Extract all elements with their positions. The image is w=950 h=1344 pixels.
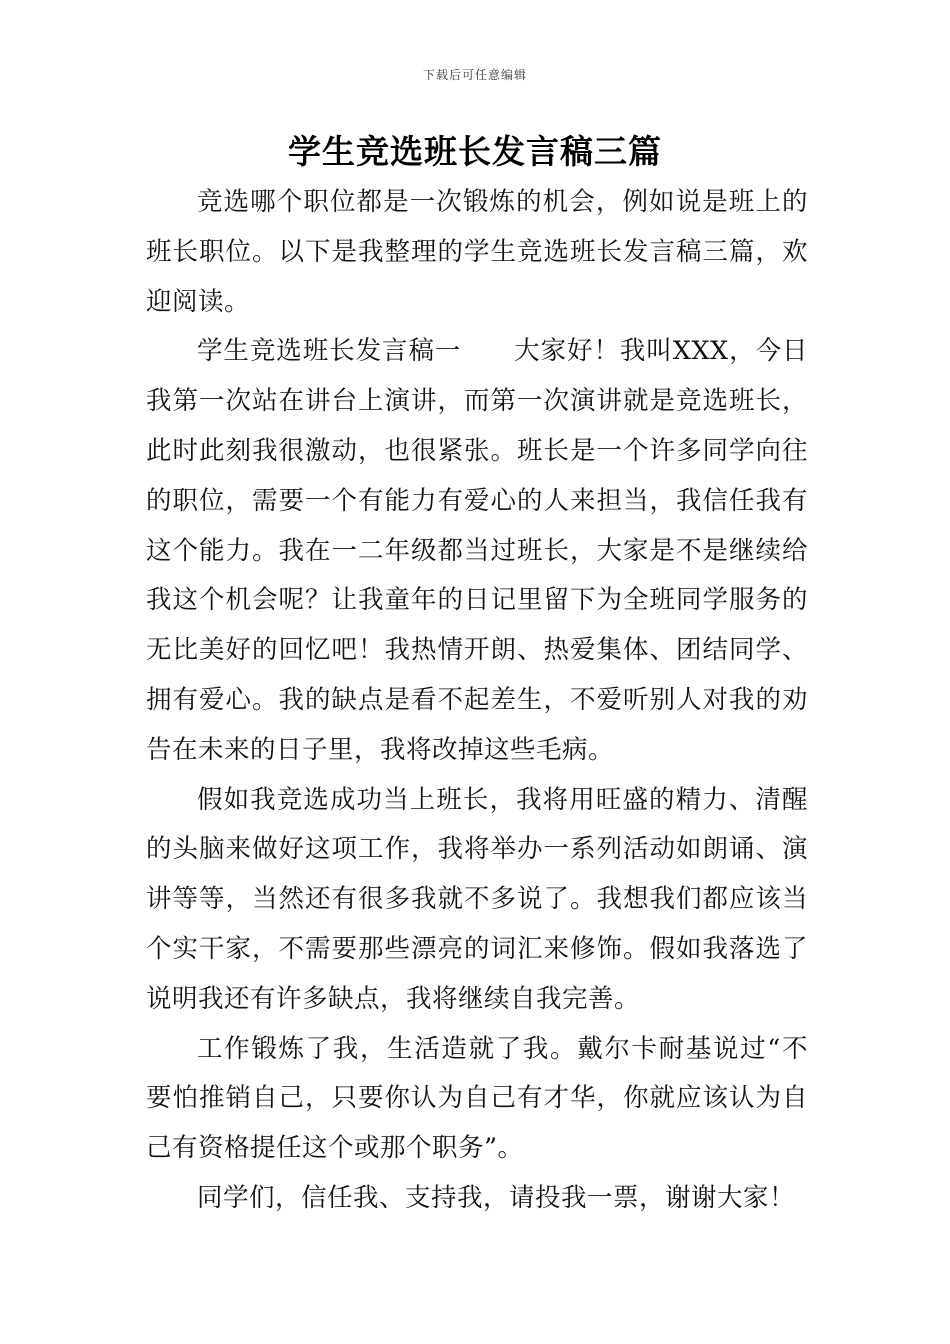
document-body <box>146 178 808 1224</box>
intro-paragraph: 竞选哪个职位都是一次锻炼的机会，例如说是班上的班长职位。以下是我整理的学生竞选班长发言稿三篇，欢迎阅读。 <box>146 187 808 317</box>
closing-paragraph: 同学们，信任我、支持我，请投我一票，谢谢大家！ <box>197 1182 796 1213</box>
speech-one-paragraph: 学生竞选班长发言稿一 大家好！我叫XXX，今日我第一次站在讲台上演讲，而第一次演讲就是竞选班长，此时此刻我很激动，也很紧张。班长是一个许多同学向往的职位，需要一个有能力有爱心的人来担当，我信任我有这个能力。我在一二年级都当过班长，大家是不是继续给我这个机会呢？让我童年的日记里留下为全班同学服务的无比美好的回忆吧！我热情开朗、热爱集体、团结同学、拥有爱心。我的缺点是看不起差生，不爱听别人对我的劝告在未来的日子里，我将改掉这些毛病。 <box>146 336 808 765</box>
document-title: 学生竞选班长发言稿三篇 <box>288 132 662 171</box>
quote-paragraph: 工作锻炼了我，生活造就了我。戴尔卡耐基说过“不要怕推销自己，只要你认为自己有才华，你就应该认为自己有资格提任这个或那个职务”。 <box>146 1033 808 1164</box>
plan-paragraph: 假如我竞选成功当上班长，我将用旺盛的精力、清醒的头脑来做好这项工作，我将举办一系列活动如朗诵、演讲等等，当然还有很多我就不多说了。我想我们都应该当个实干家，不需要那些漂亮的词汇来修饰。假如我落选了说明我还有许多缺点，我将继续自我完善。 <box>146 784 808 1014</box>
page-header-note: 下载后可任意编辑 <box>422 68 527 82</box>
